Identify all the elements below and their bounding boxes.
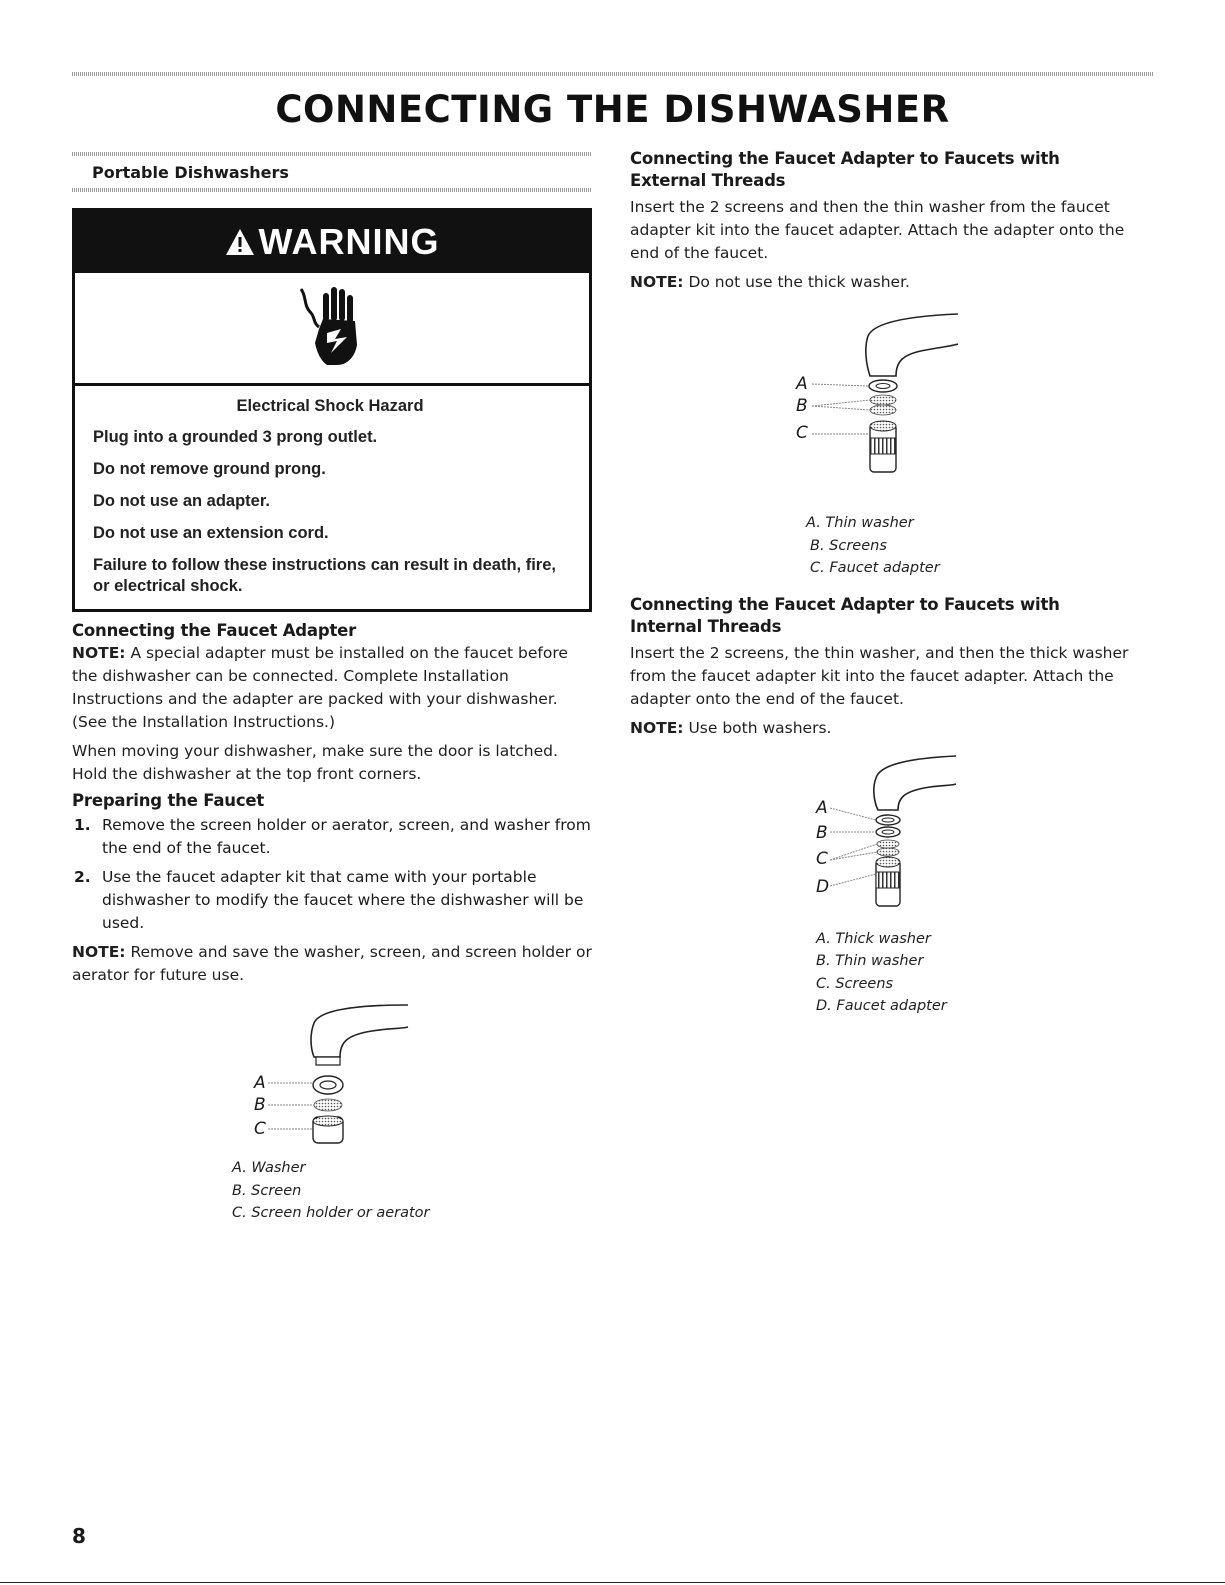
figure-label: A: [254, 1073, 266, 1093]
page-title: CONNECTING THE DISHWASHER: [275, 88, 950, 131]
caption-line: B. Screen: [232, 1182, 302, 1199]
note-text: Do not use the thick washer.: [683, 273, 910, 291]
figure-label: B: [816, 822, 828, 843]
moving-paragraph: When moving your dishwasher, make sure the door is latched. Hold the dishwasher at the top front corners.: [72, 742, 558, 783]
note-ext-paragraph: [630, 271, 1150, 294]
external-threads-diagram: [630, 306, 1150, 512]
hazard-title: Electrical Shock Hazard: [236, 397, 424, 415]
note-label: NOTE:: [630, 718, 684, 737]
note-paragraph: [72, 642, 592, 734]
caption-line: A. Thick washer: [816, 930, 931, 947]
note-label: NOTE:: [630, 273, 684, 291]
note2-paragraph: [72, 941, 592, 987]
warning-line: Do not use an adapter.: [93, 492, 270, 510]
caption-line: B. Screens: [810, 537, 887, 554]
list-item: [72, 814, 592, 860]
figure-label: C: [254, 1119, 266, 1139]
figure-external-threads: [630, 306, 1150, 512]
step-text: Remove the screen holder or aerator, screen, and washer from the end of the faucet.: [102, 816, 591, 857]
caption-line: C. Faucet adapter: [810, 560, 940, 576]
caption-line: A. Washer: [232, 1160, 306, 1176]
note-label: NOTE:: [72, 644, 126, 662]
internal-threads-diagram: [630, 748, 1150, 928]
figure-label: A: [816, 797, 828, 818]
figure-label: B: [796, 396, 808, 416]
warning-line: Do not remove ground prong.: [93, 460, 326, 478]
warning-box: [72, 208, 592, 612]
section-title: Portable Dishwashers: [92, 163, 289, 182]
heading-internal-threads: Connecting the Faucet Adapter to Faucets with Internal Threads: [630, 594, 1060, 636]
figure-label: A: [796, 374, 808, 394]
figure-label: C: [816, 848, 828, 869]
heading-faucet-adapter: Connecting the Faucet Adapter: [72, 621, 357, 640]
external-paragraph: Insert the 2 screens and then the thin washer from the faucet adapter kit into the faucet adapter. Attach the adapter onto the end of the faucet.: [630, 198, 1125, 262]
note-label: NOTE:: [72, 943, 126, 961]
note-text: Remove and save the washer, screen, and screen holder or aerator for future use.: [72, 943, 592, 984]
step-number: 1.: [74, 816, 91, 834]
figure-label: D: [816, 876, 830, 897]
figure-caption: [630, 512, 1150, 580]
right-column: [630, 148, 1150, 1018]
warning-header-text: WARNING: [258, 221, 440, 262]
step-text: Use the faucet adapter kit that came with your portable dishwasher to modify the faucet where the dishwasher will be used.: [102, 868, 584, 932]
list-item: [72, 866, 592, 935]
figure-caption: [72, 1157, 592, 1225]
note-int-paragraph: [630, 717, 1150, 740]
figure-label: C: [796, 423, 808, 443]
warning-triangle-icon: [225, 228, 255, 256]
internal-paragraph: Insert the 2 screens, the thin washer, and then the thick washer from the faucet adapter kit into the faucet adapter. Attach the adapter onto the end of the faucet.: [630, 643, 1129, 708]
figure-internal-threads: [630, 748, 1150, 928]
page-number: 8: [72, 1524, 86, 1548]
figure-caption: [630, 928, 1150, 1018]
section-header: [72, 152, 592, 192]
figure-label: B: [254, 1095, 266, 1115]
caption-line: A. Thin washer: [806, 515, 914, 531]
heading-preparing-faucet: Preparing the Faucet: [72, 791, 265, 810]
faucet-diagram: [72, 997, 592, 1157]
warning-line: Do not use an extension cord.: [93, 524, 329, 542]
shock-hazard-icon: [75, 273, 589, 386]
steps-list: [72, 814, 592, 935]
warning-line: Failure to follow these instructions can result in death, fire, or electrical shock.: [93, 556, 556, 595]
heading-external-threads: Connecting the Faucet Adapter to Faucets with External Threads: [630, 149, 1060, 190]
warning-body: [75, 386, 589, 609]
note-text: Use both washers.: [683, 718, 832, 737]
figure-faucet-parts: [72, 997, 592, 1157]
caption-line: B. Thin washer: [816, 953, 924, 969]
bottom-rule: [0, 1582, 1225, 1583]
caption-line: D. Faucet adapter: [816, 998, 947, 1014]
note-text: A special adapter must be installed on the faucet before the dishwasher can be connected. Complete Installation Instructions and the adapter are packed with your dishwasher. (See the Installation Instructions.): [72, 644, 568, 731]
caption-line: C. Screens: [816, 975, 894, 992]
step-number: 2.: [74, 868, 91, 886]
caption-line: C. Screen holder or aerator: [232, 1205, 430, 1221]
left-column: [72, 152, 592, 1225]
top-rule: [72, 72, 1153, 76]
warning-header: [75, 211, 589, 273]
warning-line: Plug into a grounded 3 prong outlet.: [93, 428, 378, 446]
